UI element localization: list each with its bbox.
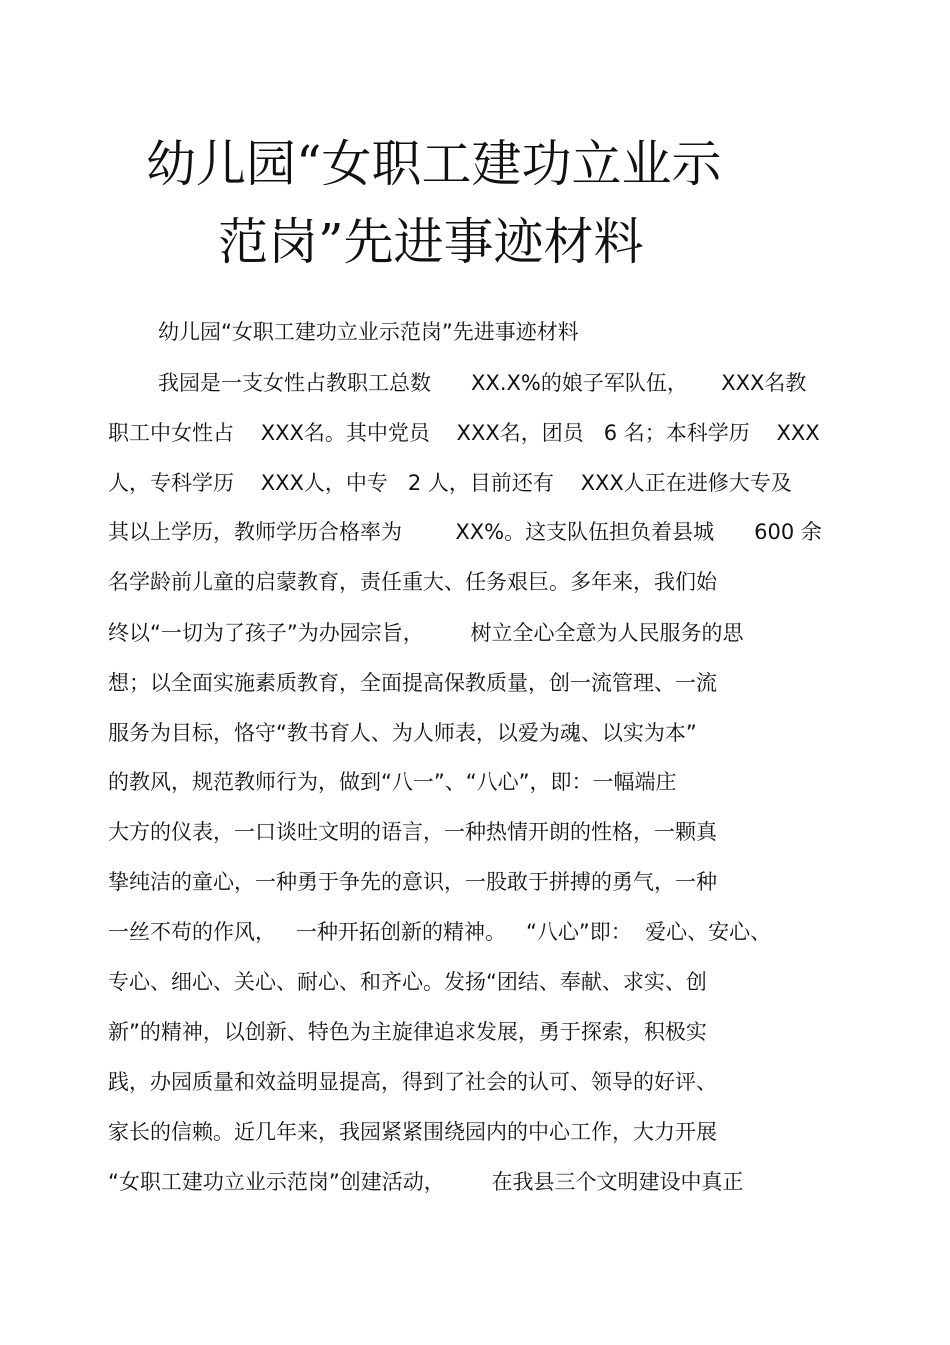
document-title-line-1: 幼儿园“女职工建功立业示 (146, 135, 722, 193)
body-paragraph-line: 的教风，规范教师行为，做到“八一”、“八心”，即：一幅端庄 (108, 770, 677, 794)
body-paragraph-line: 大方的仪表，一口谈吐文明的语言，一种热情开朗的性格，一颗真 (108, 820, 717, 844)
body-paragraph-line: 终以“一切为了孩子”为办园宗旨， 树立全心全意为人民服务的思 (108, 621, 744, 645)
body-paragraph-line: 我园是一支女性占教职工总数 XX.X%的娘子军队伍， XXX名教 (158, 371, 807, 395)
body-paragraph-line: 名学龄前儿童的启蒙教育，责任重大、任务艰巨。多年来，我们始 (108, 570, 717, 594)
body-subtitle-line: 幼儿园“女职工建功立业示范岗”先进事迹材料 (158, 320, 579, 344)
body-paragraph-line: 践，办园质量和效益明显提高，得到了社会的认可、领导的好评、 (108, 1070, 717, 1094)
body-paragraph-line: 其以上学历，教师学历合格率为 XX%。这支队伍担负着县城 600 余 (108, 520, 822, 544)
body-paragraph-line: 专心、细心、关心、耐心、和齐心。发扬“团结、奉献、求实、创 (108, 970, 707, 994)
body-paragraph-line: 职工中女性占 XXX名。其中党员 XXX名，团员 6 名；本科学历 XXX (108, 421, 820, 445)
body-paragraph-line: “女职工建功立业示范岗”创建活动， 在我县三个文明建设中真正 (108, 1170, 744, 1194)
body-paragraph-line: 人，专科学历 XXX人，中专 2 人，目前还有 XXX人正在进修大专及 (108, 471, 792, 495)
body-paragraph-line: 想；以全面实施素质教育，全面提高保教质量，创一流管理、一流 (108, 671, 717, 695)
body-paragraph-line: 一丝不苟的作风， 一种开拓创新的精神。 “八心”即： 爱心、安心、 (108, 920, 772, 944)
body-paragraph-line: 服务为目标，恪守“教书育人、为人师表，以爱为魂、以实为本” (108, 721, 697, 745)
body-paragraph-line: 挚纯洁的童心，一种勇于争先的意识，一股敢于拼搏的勇气，一种 (108, 870, 717, 894)
document-title-line-2: 范岗”先进事迹材料 (218, 213, 644, 271)
body-paragraph-line: 家长的信赖。近几年来，我园紧紧围绕园内的中心工作，大力开展 (108, 1120, 717, 1144)
body-paragraph-line: 新”的精神，以创新、特色为主旋律追求发展，勇于探索，积极实 (108, 1020, 707, 1044)
